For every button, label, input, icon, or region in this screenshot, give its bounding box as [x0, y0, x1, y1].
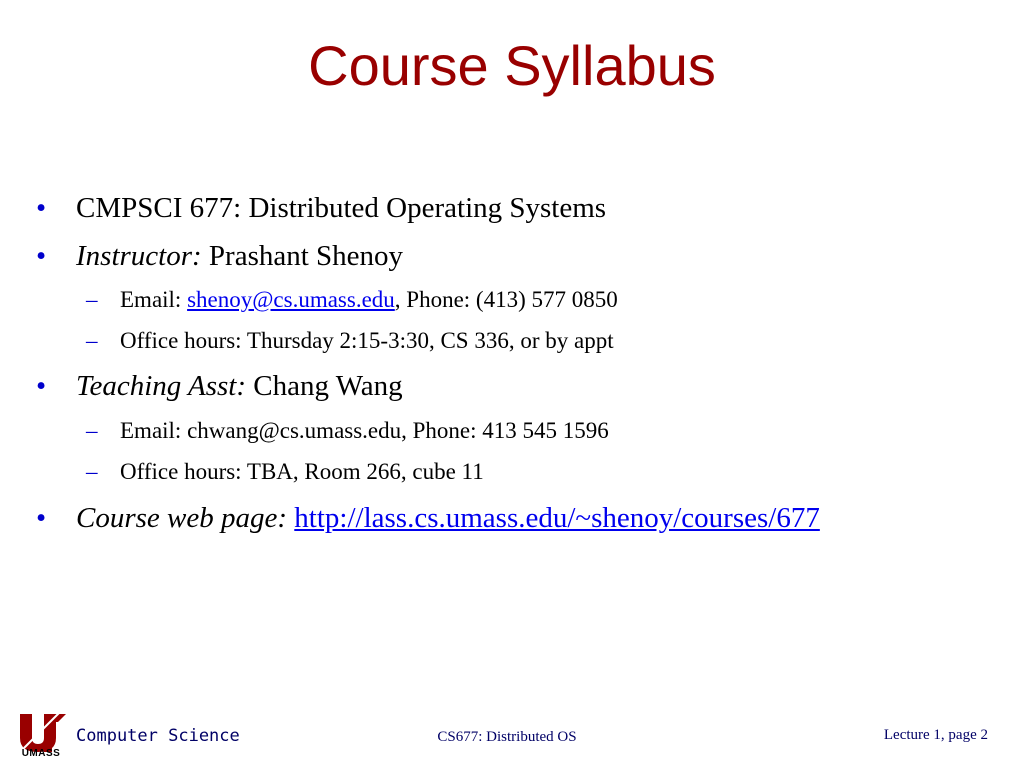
slide-title: Course Syllabus [308, 34, 716, 97]
bullet-marker: • [36, 192, 47, 224]
web-page-line [76, 500, 820, 536]
ta-office-hours: Office hours: TBA, Room 266, cube 11 [120, 459, 484, 484]
ta-line [76, 368, 403, 404]
instructor-contact [120, 285, 618, 315]
sub-bullet-marker: – [86, 287, 98, 312]
instructor-name: Prashant Shenoy [208, 240, 404, 272]
instructor-email-link[interactable]: shenoy@cs.umass.edu [187, 287, 395, 312]
sub-bullet-marker: – [86, 418, 98, 443]
instructor-line [76, 238, 403, 274]
bullet-marker: • [36, 240, 47, 272]
bullet-marker: • [36, 502, 47, 534]
course-web-page-link[interactable]: http://lass.cs.umass.edu/~shenoy/courses/677 [294, 502, 820, 534]
ta-label: Teaching Asst: [76, 370, 246, 402]
ta-contact: Email: chwang@cs.umass.edu, Phone: 413 545 1596 [120, 418, 609, 443]
email-label: Email: [120, 287, 188, 312]
footer-department: Computer Science [76, 726, 240, 746]
instructor-label: Instructor: [76, 240, 202, 272]
umass-logo-text: UMASS [21, 748, 61, 759]
instructor-office-hours: Office hours: Thursday 2:15-3:30, CS 336, or by appt [120, 328, 614, 353]
sub-bullet-marker: – [86, 459, 98, 484]
footer-course: CS677: Distributed OS [437, 729, 577, 745]
instructor-phone: , Phone: (413) 577 0850 [394, 287, 618, 312]
course-name: CMPSCI 677: Distributed Operating Systems [76, 192, 607, 224]
slide-footer [0, 700, 1024, 768]
footer-page-number: Lecture 1, page 2 [883, 727, 988, 743]
sub-bullet-marker: – [86, 328, 98, 353]
bullet-marker: • [36, 370, 47, 402]
web-page-label: Course web page: [76, 502, 288, 534]
ta-name: Chang Wang [253, 370, 403, 402]
